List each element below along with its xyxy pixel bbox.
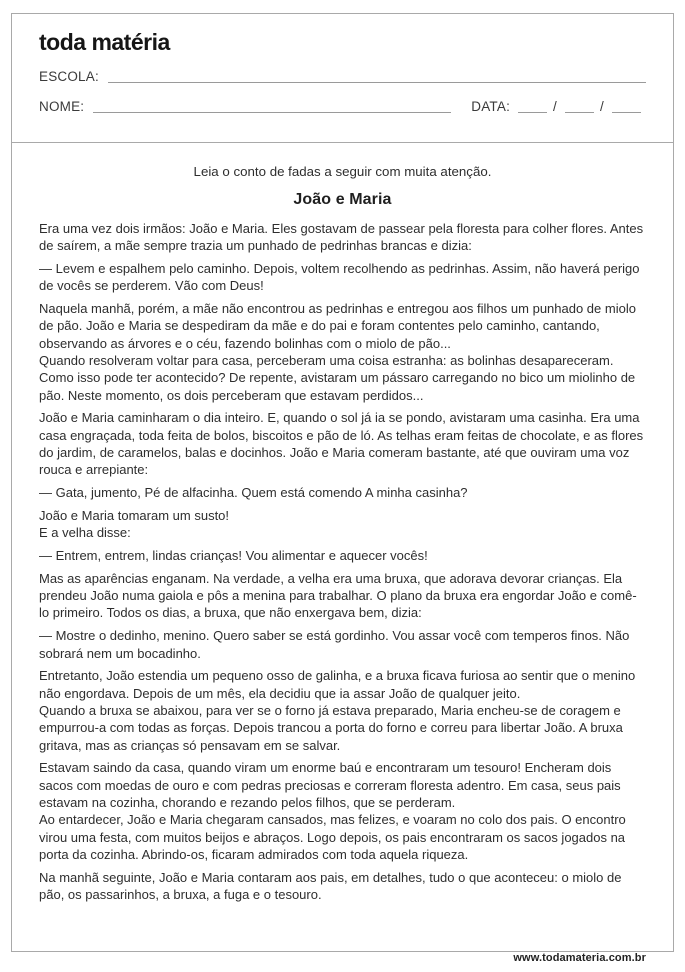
story-paragraph bbox=[39, 484, 646, 501]
date-slash: / bbox=[599, 99, 604, 114]
website-url: www.todamateria.com.br bbox=[513, 952, 646, 964]
story-body bbox=[39, 220, 646, 903]
story-title: João e Maria bbox=[293, 191, 392, 208]
story-paragraph bbox=[39, 220, 646, 255]
school-field-row bbox=[39, 69, 646, 84]
header-section bbox=[12, 14, 673, 143]
story-paragraph-line: — Mostre o dedinho, menino. Quero saber se está gordinho. Vou assar você com temperos finos. Não sobrará nem um bocadinho. bbox=[39, 628, 630, 661]
worksheet-sheet bbox=[11, 13, 674, 964]
story-paragraph bbox=[39, 547, 646, 564]
story-paragraph-line: — Entrem, entrem, lindas crianças! Vou alimentar e aquecer vocês! bbox=[39, 548, 428, 564]
story-paragraph-line: Quando resolveram voltar para casa, perceberam uma coisa estranha: as bolinhas desapareceram. Como isso pode ter acontecido? De repente, avistaram um pássaro carregando no bico um miolinho de pão. Neste momento, os dois perceberam que estavam perdidos... bbox=[39, 353, 636, 403]
story-paragraph-line: Mas as aparências enganam. Na verdade, a velha era uma bruxa, que adorava devorar crianças. Ela prendeu João numa gaiola e pôs a menina para trabalhar. O plano da bruxa era engordar João e comê-lo primeiro. Todos os dias, a bruxa, que não enxergava bem, dizia: bbox=[39, 570, 637, 621]
instruction-text: Leia o conto de fadas a seguir com muita atenção. bbox=[193, 164, 492, 179]
date-month-blank-line bbox=[565, 109, 594, 113]
school-label: ESCOLA: bbox=[39, 69, 99, 84]
story-paragraph bbox=[39, 507, 646, 542]
story-paragraph bbox=[39, 627, 646, 662]
story-paragraph bbox=[39, 260, 646, 295]
story-paragraph-line: Era uma vez dois irmãos: João e Maria. Eles gostavam de passear pela floresta para colher flores. Antes de saírem, a mãe sempre trazia um punhado de pedrinhas brancas e dizia: bbox=[39, 221, 644, 254]
story-paragraph-line: João e Maria caminharam o dia inteiro. E, quando o sol já ia se pondo, avistaram uma casinha. Era uma casa engraçada, toda feita de bolos, biscoitos e pão de ló. As telhas eram feitas de chocolate, e as flores do jardim, de caramelos, balas e docinhos. João e Maria comeram bastante, até que ouviram uma voz rouca e arrepiante: bbox=[39, 410, 644, 478]
story-paragraph bbox=[39, 570, 646, 622]
story-paragraph-line: Entretanto, João estendia um pequeno osso de galinha, e a bruxa ficava furiosa ao sentir que o menino não engordava. Depois de um mês, ela decidiu que ia assar João de qualquer jeito. bbox=[39, 668, 636, 701]
story-paragraph-line: Estavam saindo da casa, quando viram um enorme baú e encontraram um tesouro! Encheram dois sacos com moedas de ouro e com pedras preciosas e correram floresta adentro. Em casa, seus pais estavam na cozinha, chorando e rezando pelos filhos, que se perderam. bbox=[39, 760, 621, 810]
story-paragraph-line: Naquela manhã, porém, a mãe não encontrou as pedrinhas e entregou aos filhos um punhado de miolo de pão. João e Maria se despediram da mãe e do pai e foram contentes pelo caminho, cantando, observando as árvores e o céu, fazendo bolinhas com o miolo de pão... bbox=[39, 301, 636, 351]
story-paragraph-line: E a velha disse: bbox=[39, 525, 131, 541]
story-paragraph bbox=[39, 667, 646, 753]
date-day-blank-line bbox=[518, 109, 547, 113]
name-blank-line bbox=[93, 109, 451, 113]
story-paragraph-line: Na manhã seguinte, João e Maria contaram aos pais, em detalhes, tudo o que aconteceu: o miolo de pão, os passarinhos, a bruxa, a fuga e o tesouro. bbox=[39, 869, 622, 902]
story-paragraph-line: — Gata, jumento, Pé de alfacinha. Quem está comendo A minha casinha? bbox=[39, 485, 468, 501]
story-paragraph-line: Ao entardecer, João e Maria chegaram cansados, mas felizes, e voaram no colo dos pais. O encontro virou uma festa, com muitos beijos e abraços. Logo depois, os pais encontraram os sacos jogados na porta da cozinha. Abrindo-os, ficaram admirados com toda aquela riqueza. bbox=[39, 812, 626, 862]
story-paragraph bbox=[39, 409, 646, 478]
toda-materia-logo: toda matéria bbox=[39, 29, 170, 55]
story-paragraph-line: João e Maria tomaram um susto! bbox=[39, 507, 230, 523]
story-paragraph-line: Quando a bruxa se abaixou, para ver se o forno já estava preparado, Maria encheu-se de coragem e empurrou-a com todas as forças. Depois trancou a porta do forno e correu para libertar João. A bruxa gritava, mas as crianças só pensavam em se salvar. bbox=[39, 702, 623, 753]
story-paragraph bbox=[39, 759, 646, 863]
name-date-field-row bbox=[39, 99, 646, 114]
story-paragraph bbox=[39, 869, 646, 904]
date-label: DATA: bbox=[471, 99, 511, 114]
content-section bbox=[12, 164, 673, 972]
name-label: NOME: bbox=[39, 99, 85, 114]
story-paragraph-line: — Levem e espalhem pelo caminho. Depois, voltem recolhendo as pedrinhas. Assim, não haverá perigo de vocês se perderem. Vão com Deus! bbox=[39, 261, 640, 294]
school-blank-line bbox=[108, 79, 646, 83]
story-paragraph bbox=[39, 300, 646, 404]
date-slash: / bbox=[553, 99, 557, 114]
date-year-blank-line bbox=[612, 109, 641, 113]
